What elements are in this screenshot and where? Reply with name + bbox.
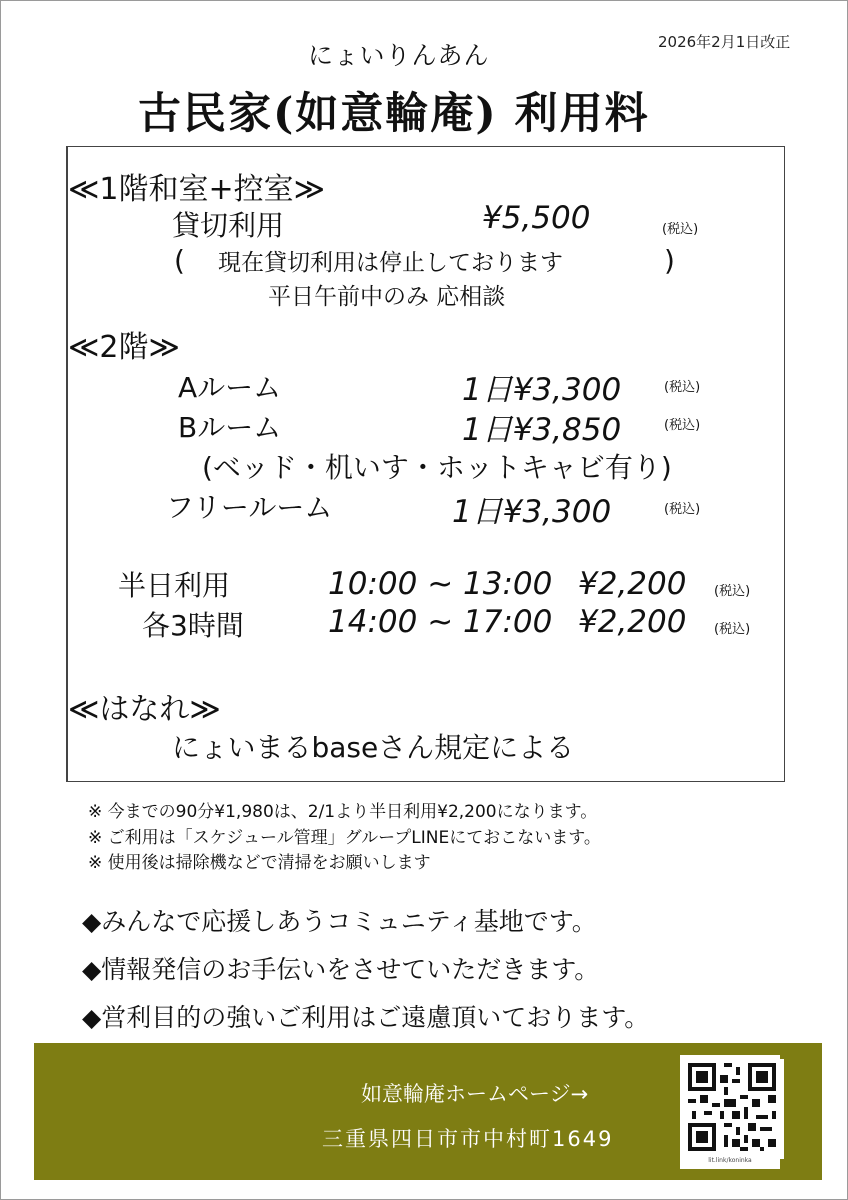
room-b-tax: (税込) <box>664 418 701 433</box>
qr-code-icon <box>680 1055 788 1163</box>
slot1-price: ¥2,200 <box>578 566 687 602</box>
note-1: ※ 今までの90分¥1,980は、2/1より半日利用¥2,200になります。 <box>88 802 598 822</box>
bullet-3: ◆営利目的の強いご利用はご遠慮頂いております。 <box>82 1003 650 1032</box>
floor1-rental-price: ¥5,500 <box>482 200 591 236</box>
revised-date: 2026年2月1日改正 <box>658 33 791 51</box>
free-room-name: フリールーム <box>166 491 333 524</box>
room-b-name: Bルーム <box>178 411 282 444</box>
slot2-tax: (税込) <box>714 622 751 637</box>
room-a-price: 1日¥3,300 <box>462 372 622 408</box>
hanare-heading: ≪はなれ≫ <box>68 692 221 727</box>
paren-close: ) <box>664 244 675 277</box>
homepage-link[interactable]: 如意輪庵ホームページ→ <box>361 1082 589 1106</box>
room-a-name: Aルーム <box>178 371 282 404</box>
room-b-note: (ベッド・机いす・ホットキャビ有り) <box>202 451 672 484</box>
slot1-time: 10:00 ~ 13:00 <box>328 566 553 602</box>
bullet-2: ◆情報発信のお手伝いをさせていただきます。 <box>82 955 600 984</box>
floor1-heading: ≪1階和室+控室≫ <box>68 172 326 207</box>
slot2-price: ¥2,200 <box>578 604 687 640</box>
half-day-sub: 各3時間 <box>142 609 244 642</box>
free-room-tax: (税込) <box>664 502 701 517</box>
slot1-tax: (税込) <box>714 584 751 599</box>
qr-code[interactable] <box>680 1055 780 1169</box>
floor1-suspended-note: 現在貸切利用は停止しております <box>218 250 563 276</box>
note-3: ※ 使用後は掃除機などで清掃をお願いします <box>88 853 431 873</box>
free-room-price: 1日¥3,300 <box>452 494 612 530</box>
slot2-time: 14:00 ~ 17:00 <box>328 604 553 640</box>
hanare-text: にょいまるbaseさん規定による <box>172 731 575 764</box>
floor1-tax: (税込) <box>662 222 699 237</box>
paren-open: ( <box>174 244 185 277</box>
floor1-consult-note: 平日午前中のみ 応相談 <box>268 284 506 310</box>
bullet-1: ◆みんなで応援しあうコミュニティ基地です。 <box>82 907 597 936</box>
half-day-label: 半日利用 <box>118 569 231 602</box>
room-a-tax: (税込) <box>664 380 701 395</box>
room-b-price: 1日¥3,850 <box>462 412 622 448</box>
address: 三重県四日市市中村町1649 <box>322 1127 614 1151</box>
floor1-rental-label: 貸切利用 <box>172 209 285 242</box>
floor2-heading: ≪2階≫ <box>68 330 180 365</box>
title-furigana: にょいりんあん <box>308 41 490 70</box>
note-2: ※ ご利用は「スケジュール管理」グループLINEにておこないます。 <box>88 828 601 848</box>
qr-caption: lit.link/koninka <box>708 1157 752 1164</box>
page-title: 古民家(如意輪庵) 利用料 <box>138 89 650 139</box>
